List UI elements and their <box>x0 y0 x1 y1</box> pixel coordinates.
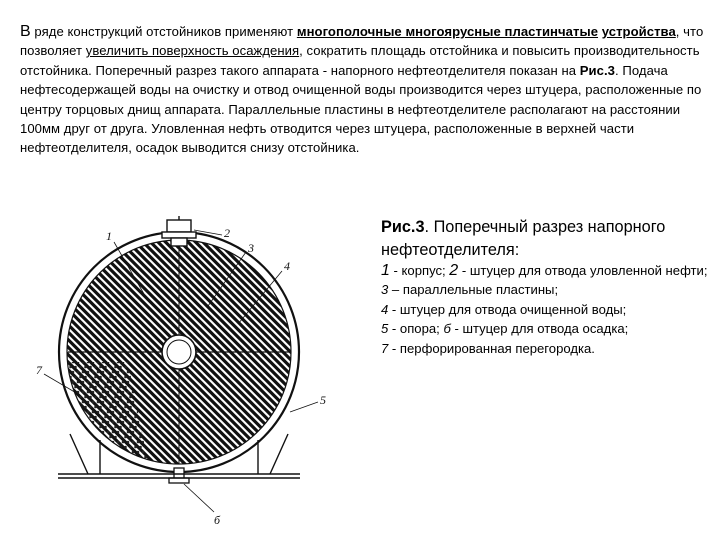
perforation-dot <box>89 456 92 459</box>
perforation-dot <box>112 391 115 394</box>
perforation-dot <box>79 376 82 379</box>
perforation-dot <box>97 421 100 424</box>
legend-num: 1 <box>381 262 390 279</box>
perforation-dot <box>79 386 82 389</box>
perforation-dot <box>129 376 132 379</box>
perforation-dot <box>94 386 97 389</box>
perforation-dot <box>132 401 135 404</box>
perforation-dot <box>122 421 125 424</box>
perforation-dot <box>109 366 112 369</box>
perforation-dot <box>89 386 92 389</box>
perforation-dot <box>92 431 95 434</box>
perforation-dot <box>144 456 147 459</box>
perforation-dot <box>109 446 112 449</box>
perforation-dot <box>132 441 135 444</box>
perforation-dot <box>137 441 140 444</box>
perforation-dot <box>92 371 95 374</box>
perforation-dot <box>99 366 102 369</box>
perforation-dot <box>119 406 122 409</box>
perforation-dot <box>72 451 75 454</box>
perforation-dot <box>94 366 97 369</box>
perforation-dot <box>104 456 107 459</box>
perforation-dot <box>77 421 80 424</box>
term-multishelf: многополочные многоярусные пластинчатые <box>296 24 599 39</box>
perforation-dot <box>104 386 107 389</box>
perforation-dot <box>67 411 70 414</box>
perforation-dot <box>112 401 115 404</box>
perforation-dot <box>102 451 105 454</box>
legend-num: 4 <box>381 301 389 317</box>
perforation-dot <box>89 446 92 449</box>
perforation-dot <box>137 421 140 424</box>
perforation-dot <box>74 406 77 409</box>
legend-line-1 <box>381 261 716 280</box>
legend-text: - штуцер для отвода очищенной воды; <box>388 301 627 317</box>
text-run: , сократить площадь отстойника и повысить производительность отстойника. Поперечный разрез такого аппарата - напорного нефтеотделителя показан на <box>20 43 700 78</box>
perforation-dot <box>87 421 90 424</box>
perforation-dot <box>102 391 105 394</box>
perforation-dot <box>109 416 112 419</box>
perforation-dot <box>79 446 82 449</box>
perforation-dot <box>74 376 77 379</box>
perforation-dot <box>84 386 87 389</box>
perforation-dot <box>92 451 95 454</box>
perforation-dot <box>129 436 132 439</box>
perforation-dot <box>69 386 72 389</box>
perforation-dot <box>89 376 92 379</box>
perforation-dot <box>122 451 125 454</box>
legend-num: 2 <box>449 262 459 279</box>
perforation-dot <box>124 366 127 369</box>
perforation-dot <box>124 416 127 419</box>
perforation-dot <box>92 361 95 364</box>
plate-line <box>28 212 68 512</box>
perforation-dot <box>84 416 87 419</box>
perforation-dot <box>89 396 92 399</box>
legend-text: - штуцер для отвода осадка; <box>450 321 629 337</box>
perforation-dot <box>114 396 117 399</box>
perforation-dot <box>97 451 100 454</box>
perforation-dot <box>107 391 110 394</box>
perforation-dot <box>119 366 122 369</box>
figure-reference: Рис.3 <box>579 62 616 78</box>
perforation-dot <box>82 381 85 384</box>
legend-line-4 <box>381 300 716 319</box>
perforation-dot <box>112 371 115 374</box>
perforation-dot <box>67 451 70 454</box>
perforation-dot <box>127 431 130 434</box>
perforation-dot <box>69 446 72 449</box>
description-paragraph <box>20 22 704 158</box>
perforation-dot <box>69 416 72 419</box>
label-6: б <box>214 513 221 527</box>
legend-num: 5 <box>381 321 389 337</box>
perforation-dot <box>99 426 102 429</box>
plate-line <box>68 212 348 512</box>
perforation-dot <box>102 381 105 384</box>
perforation-dot <box>72 401 75 404</box>
perforation-dot <box>117 371 120 374</box>
perforation-dot <box>127 391 130 394</box>
text-run: , что позволяет <box>20 24 704 59</box>
perforation-dot <box>109 456 112 459</box>
perforation-dot <box>94 416 97 419</box>
perforation-dot <box>107 451 110 454</box>
perforation-dot <box>122 361 125 364</box>
perforation-dot <box>67 381 70 384</box>
perforation-dot <box>89 416 92 419</box>
perforation-dot <box>79 396 82 399</box>
label-5: 5 <box>320 393 326 407</box>
perforation-dot <box>109 406 112 409</box>
perforation-dot <box>109 376 112 379</box>
perforation-dot <box>122 401 125 404</box>
perforation-dot <box>109 436 112 439</box>
plate-line <box>286 212 349 512</box>
perforation-dot <box>142 451 145 454</box>
perforation-dot <box>134 406 137 409</box>
perforation-dot <box>112 411 115 414</box>
perforation-dot <box>114 416 117 419</box>
perforation-dot <box>82 371 85 374</box>
plate-line <box>301 212 349 512</box>
perforation-dot <box>119 396 122 399</box>
perforation-dot <box>127 401 130 404</box>
legend-line-5 <box>381 319 716 338</box>
perforation-dot <box>97 391 100 394</box>
perforation-dot <box>87 451 90 454</box>
perforation-dot <box>79 426 82 429</box>
text-run: . Подача нефтесодержащей воды на очистку и отвод очищенной воды производится через штуцера, расположенные по центру торцовых днищ аппарата. Параллельные пластины в нефтеотделителе располагают на расстоянии 100мм друг от друга. Уловленная нефть отводится через штуцера, расположенные в верхней части нефтеотделителя, осадок выводится снизу отстойника. <box>20 62 702 156</box>
perforation-dot <box>77 431 80 434</box>
perforation-dot <box>99 406 102 409</box>
legend-text: - опора; <box>388 321 444 337</box>
perforation-dot <box>139 446 142 449</box>
perforation-dot <box>77 411 80 414</box>
perforation-dot <box>117 441 120 444</box>
plate-line <box>293 212 348 512</box>
label-7: 7 <box>36 363 42 377</box>
perforation-dot <box>102 411 105 414</box>
perforation-dot <box>82 441 85 444</box>
perforation-dot <box>129 446 132 449</box>
text-run: ряде конструкций отстойников применяют <box>30 24 297 39</box>
perforation-dot <box>127 381 130 384</box>
perforation-dot <box>74 456 77 459</box>
perforation-dot <box>72 431 75 434</box>
perforation-dot <box>92 391 95 394</box>
perforation-dot <box>102 401 105 404</box>
perforation-dot <box>112 381 115 384</box>
perforation-dot <box>139 436 142 439</box>
perforation-dot <box>122 441 125 444</box>
caption-title-text: . Поперечный разрез напорного нефтеотделителя: <box>381 218 666 259</box>
perforation-dot <box>92 441 95 444</box>
perforation-dot <box>122 411 125 414</box>
perforation-dot <box>69 456 72 459</box>
perforation-dot <box>107 361 110 364</box>
perforation-dot <box>134 446 137 449</box>
perforation-dot <box>107 371 110 374</box>
perforation-dot <box>117 411 120 414</box>
perforation-dot <box>127 371 130 374</box>
perforation-dot <box>77 361 80 364</box>
perforation-dot <box>122 391 125 394</box>
perforation-dot <box>69 426 72 429</box>
perforation-dot <box>99 396 102 399</box>
perforation-dot <box>117 451 120 454</box>
perforation-dot <box>117 381 120 384</box>
perforation-dot <box>82 451 85 454</box>
perforation-dot <box>107 421 110 424</box>
legend-num: 3 <box>381 282 389 298</box>
perforation-dot <box>69 396 72 399</box>
perforation-dot <box>84 436 87 439</box>
drop-cap-word: В <box>20 23 31 40</box>
legend-line-3 <box>381 280 716 299</box>
legend-line-7 <box>381 339 716 358</box>
perforation-dot <box>114 376 117 379</box>
perforation-dot <box>119 376 122 379</box>
perforation-dot <box>67 431 70 434</box>
perforation-dot <box>127 441 130 444</box>
label-3: 3 <box>248 241 254 255</box>
perforation-dot <box>129 456 132 459</box>
perforation-dot <box>67 421 70 424</box>
perforation-dot <box>84 396 87 399</box>
plate-line <box>346 212 349 512</box>
plate-line <box>271 212 349 512</box>
perforation-dot <box>112 431 115 434</box>
perforation-dot <box>104 396 107 399</box>
perforation-dot <box>87 401 90 404</box>
perforation-dot <box>89 436 92 439</box>
perforation-dot <box>94 376 97 379</box>
perforation-dot <box>74 366 77 369</box>
legend-text: – параллельные пластины; <box>388 282 559 298</box>
perforation-dot <box>87 391 90 394</box>
legend-num: б <box>443 321 451 337</box>
perforation-dot <box>134 426 137 429</box>
perforation-dot <box>102 371 105 374</box>
perforation-dot <box>72 371 75 374</box>
perforation-dot <box>107 411 110 414</box>
perforation-dot <box>84 366 87 369</box>
perforation-dot <box>114 456 117 459</box>
perforation-dot <box>119 416 122 419</box>
perforation-dot <box>82 431 85 434</box>
perforation-dot <box>109 426 112 429</box>
perforation-dot <box>84 406 87 409</box>
perforation-dot <box>129 386 132 389</box>
perforation-dot <box>122 431 125 434</box>
perforation-dot <box>99 376 102 379</box>
perforation-dot <box>114 366 117 369</box>
plate-line <box>323 212 348 512</box>
perforation-dot <box>132 421 135 424</box>
perforation-dot <box>79 436 82 439</box>
perforation-dot <box>104 406 107 409</box>
perforation-dot <box>84 446 87 449</box>
perforation-dot <box>132 431 135 434</box>
bottom-nozzle <box>169 468 189 483</box>
plate-line <box>173 212 348 512</box>
plate-line <box>338 212 348 512</box>
perforation-dot <box>122 371 125 374</box>
perforation-dot <box>137 431 140 434</box>
perforation-dot <box>94 456 97 459</box>
perforation-dot <box>77 391 80 394</box>
label-2: 2 <box>224 226 230 240</box>
perforation-dot <box>107 441 110 444</box>
perforation-dot <box>124 406 127 409</box>
perforation-dot <box>117 431 120 434</box>
perforation-dot <box>119 426 122 429</box>
perforation-dot <box>89 366 92 369</box>
label-1: 1 <box>106 229 112 243</box>
perforation-dot <box>74 436 77 439</box>
perforation-dot <box>122 381 125 384</box>
figure-caption <box>381 216 716 358</box>
perforation-dot <box>104 366 107 369</box>
perforation-dot <box>119 386 122 389</box>
perforation-dot <box>79 366 82 369</box>
perforation-dot <box>102 421 105 424</box>
separator-cross-section-drawing <box>28 212 348 537</box>
perforation-dot <box>77 381 80 384</box>
perforation-dot <box>114 426 117 429</box>
perforation-dot <box>104 376 107 379</box>
legend-text: - перфорированная перегородка. <box>388 340 595 356</box>
perforation-dot <box>127 411 130 414</box>
perforation-dot <box>107 381 110 384</box>
plate-line <box>331 212 349 512</box>
perforation-dot <box>99 386 102 389</box>
perforation-dot <box>132 411 135 414</box>
perforation-dot <box>124 446 127 449</box>
perforation-dot <box>114 446 117 449</box>
perforation-dot <box>104 426 107 429</box>
perforation-dot <box>87 381 90 384</box>
perforation-dot <box>124 376 127 379</box>
perforation-dot <box>72 381 75 384</box>
perforation-dot <box>112 421 115 424</box>
perforation-dot <box>114 406 117 409</box>
perforation-dot <box>94 396 97 399</box>
perforation-dot <box>84 376 87 379</box>
perforation-dot <box>107 431 110 434</box>
label-4: 4 <box>284 259 290 273</box>
perforation-dot <box>117 391 120 394</box>
perforation-dot <box>137 451 140 454</box>
perforation-dot <box>94 406 97 409</box>
perforation-dot <box>92 401 95 404</box>
perforation-dot <box>109 386 112 389</box>
term-increase-surface: увеличить поверхность осаждения <box>85 43 300 59</box>
perforation-dot <box>97 381 100 384</box>
perforation-dot <box>89 426 92 429</box>
perforation-dot <box>67 441 70 444</box>
perforation-dot <box>132 451 135 454</box>
perforation-dot <box>84 456 87 459</box>
plate-line <box>278 212 348 512</box>
perforation-dot <box>124 436 127 439</box>
perforation-dot <box>87 371 90 374</box>
term-devices: устройства <box>601 24 676 39</box>
perforation-dot <box>124 396 127 399</box>
perforation-dot <box>124 386 127 389</box>
perforation-dot <box>127 421 130 424</box>
perforation-dot <box>77 441 80 444</box>
perforation-dot <box>119 436 122 439</box>
perforation-dot <box>107 401 110 404</box>
perforation-dot <box>97 371 100 374</box>
perforation-dot <box>97 411 100 414</box>
perforation-dot <box>134 416 137 419</box>
perforation-dot <box>92 411 95 414</box>
perforation-dot <box>69 366 72 369</box>
perforation-dot <box>87 411 90 414</box>
perforation-dot <box>114 386 117 389</box>
perforation-dot <box>117 421 120 424</box>
perforation-dot <box>94 446 97 449</box>
perforation-dot <box>142 441 145 444</box>
legend-num: 7 <box>381 340 389 356</box>
perforation-dot <box>99 436 102 439</box>
perforation-dot <box>99 416 102 419</box>
perforation-dot <box>129 426 132 429</box>
perforation-dot <box>104 416 107 419</box>
plate-line <box>316 212 349 512</box>
perforation-dot <box>109 396 112 399</box>
plate-line <box>308 212 348 512</box>
perforation-dot <box>87 441 90 444</box>
perforation-dot <box>97 401 100 404</box>
perforation-dot <box>117 401 120 404</box>
perforation-dot <box>82 401 85 404</box>
perforation-dot <box>124 426 127 429</box>
perforation-dot <box>114 436 117 439</box>
perforation-dot <box>129 406 132 409</box>
perforation-dot <box>134 436 137 439</box>
legend-text: - штуцер для отвода уловленной нефти; <box>458 263 708 278</box>
perforation-dot <box>74 386 77 389</box>
perforation-dot <box>82 391 85 394</box>
legend-text: - корпус; <box>389 263 450 278</box>
perforation-dot <box>77 371 80 374</box>
caption-fig-number: Рис.3 <box>381 218 425 236</box>
perforation-dot <box>129 396 132 399</box>
perforation-dot <box>92 381 95 384</box>
perforation-dot <box>129 416 132 419</box>
perforation-dot <box>72 421 75 424</box>
perforation-dot <box>74 426 77 429</box>
caption-title <box>381 216 716 261</box>
perforation-dot <box>89 406 92 409</box>
